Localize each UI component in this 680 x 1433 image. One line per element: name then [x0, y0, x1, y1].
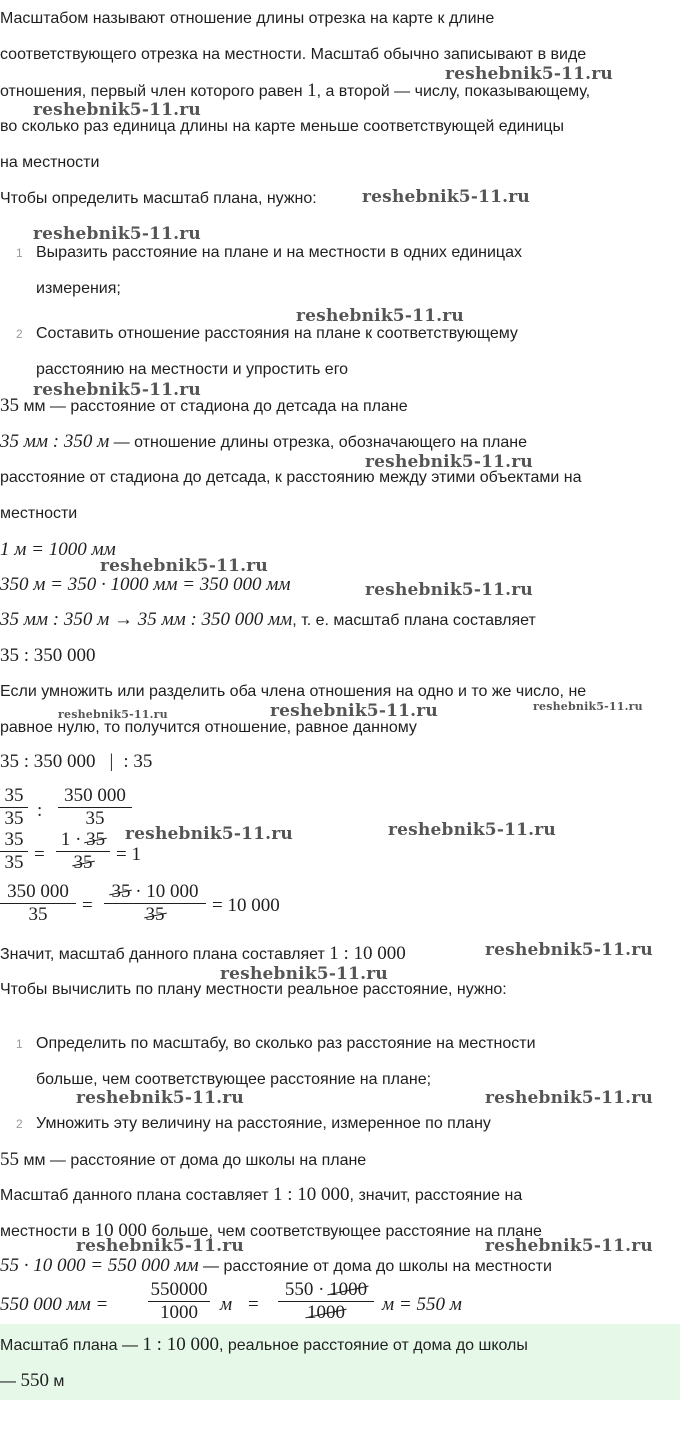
- result: = 10 000: [212, 895, 280, 916]
- fraction: 350 000 35: [58, 785, 132, 830]
- note-line: Если умножить или разделить оба члена отношения на одно и то же число, не: [0, 683, 587, 700]
- watermark: reshebnik5-11.ru: [485, 940, 653, 960]
- step-number: 2: [16, 1117, 23, 1131]
- solution-line: местности: [0, 505, 78, 522]
- fraction: 1 · 35 35: [56, 829, 110, 874]
- watermark: reshebnik5-11.ru: [296, 306, 464, 326]
- equation: 1 м = 1000 мм: [0, 539, 116, 560]
- watermark: reshebnik5-11.ru: [125, 824, 293, 844]
- solution-line: Масштаб данного плана составляет 1 : 10 000, значит, расстояние на: [0, 1184, 523, 1205]
- fraction: 35 · 10 000 35: [104, 881, 206, 926]
- fraction: 35 35: [0, 829, 28, 874]
- watermark: reshebnik5-11.ru: [365, 452, 533, 472]
- equals-sign: =: [82, 895, 93, 916]
- step-text: Определить по масштабу, во сколько раз расстояние на местности: [36, 1035, 536, 1052]
- solution-line: 35 мм — расстояние от стадиона до детсада на плане: [0, 395, 408, 416]
- solution-line: 55 мм — расстояние от дома до школы на плане: [0, 1149, 367, 1170]
- watermark: reshebnik5-11.ru: [533, 700, 643, 713]
- equals-sign: =: [248, 1294, 259, 1315]
- solution-line: 55 · 10 000 = 550 000 мм — расстояние от дома до школы на местности: [0, 1255, 552, 1276]
- step-text: Умножить эту величину на расстояние, измеренное по плану: [36, 1115, 491, 1132]
- watermark: reshebnik5-11.ru: [445, 64, 613, 84]
- fraction: 550000 1000: [148, 1279, 210, 1324]
- equals-sign: =: [34, 844, 45, 865]
- step-number: 2: [16, 327, 23, 341]
- watermark: reshebnik5-11.ru: [362, 187, 530, 207]
- unit: м: [220, 1294, 233, 1315]
- conclusion-line: Значит, масштаб данного плана составляет 1 : 10 000: [0, 943, 406, 964]
- equation-right: м = 550 м: [382, 1294, 462, 1315]
- equation-left: 550 000 мм =: [0, 1294, 109, 1315]
- step-text: Составить отношение расстояния на плане к соответствующему: [36, 325, 518, 342]
- watermark: reshebnik5-11.ru: [58, 708, 168, 721]
- watermark: reshebnik5-11.ru: [76, 1088, 244, 1108]
- watermark: reshebnik5-11.ru: [485, 1088, 653, 1108]
- watermark: reshebnik5-11.ru: [33, 224, 201, 244]
- watermark: reshebnik5-11.ru: [220, 964, 388, 984]
- solution-line: расстояние от стадиона до детсада, к расстоянию между этими объектами на: [0, 469, 582, 486]
- definition-line: на местности: [0, 154, 100, 171]
- solution-line: 35 мм : 350 м — отношение длины отрезка, обозначающего на плане: [0, 431, 528, 452]
- step-text: больше, чем соответствующее расстояние на плане;: [36, 1071, 432, 1088]
- watermark: reshebnik5-11.ru: [485, 1236, 653, 1256]
- watermark: reshebnik5-11.ru: [100, 556, 268, 576]
- watermark: reshebnik5-11.ru: [388, 820, 556, 840]
- ratio-equation: 35 : 350 000 | : 35: [0, 751, 153, 772]
- definition-line: соответствующего отрезка на местности. Масштаб обычно записывают в виде: [0, 46, 587, 63]
- watermark: reshebnik5-11.ru: [76, 1236, 244, 1256]
- result: = 1: [116, 844, 141, 865]
- definition-line: во сколько раз единица длины на карте меньше соответствующей единицы: [0, 118, 564, 135]
- ratio-colon: :: [37, 800, 43, 821]
- fraction: 350 000 35: [0, 881, 76, 926]
- step-text: расстоянию на местности и упростить его: [36, 361, 349, 378]
- fraction: 550 · 1000 1000: [278, 1279, 374, 1324]
- rule-title: Чтобы определить масштаб плана, нужно:: [0, 190, 317, 207]
- rule-title: Чтобы вычислить по плану местности реальное расстояние, нужно:: [0, 981, 507, 998]
- step-number: 1: [16, 246, 23, 260]
- solution-line: местности в 10 000 больше, чем соответствующее расстояние на плане: [0, 1220, 542, 1241]
- definition-line: отношения, первый член которого равен 1, а второй — числу, показывающему,: [0, 80, 591, 101]
- watermark: reshebnik5-11.ru: [33, 100, 201, 120]
- watermark: reshebnik5-11.ru: [365, 580, 533, 600]
- answer-line: — 550 м: [0, 1370, 65, 1391]
- step-text: Выразить расстояние на плане и на местности в одних единицах: [36, 244, 522, 261]
- definition-line: Масштабом называют отношение длины отрезка на карте к длине: [0, 10, 495, 27]
- watermark: reshebnik5-11.ru: [33, 380, 201, 400]
- equation: 35 : 350 000: [0, 645, 96, 666]
- step-number: 1: [16, 1037, 23, 1051]
- note-line: равное нулю, то получится отношение, равное данному: [0, 719, 417, 736]
- watermark: reshebnik5-11.ru: [270, 701, 438, 721]
- fraction: 35 35: [0, 785, 28, 830]
- step-text: измерения;: [36, 280, 121, 297]
- equation: 350 м = 350 · 1000 мм = 350 000 мм: [0, 574, 291, 595]
- equation: 35 мм : 350 м → 35 мм : 350 000 мм, т. е. масштаб плана составляет: [0, 609, 536, 630]
- answer-line: Масштаб плана — 1 : 10 000, реальное расстояние от дома до школы: [0, 1334, 528, 1355]
